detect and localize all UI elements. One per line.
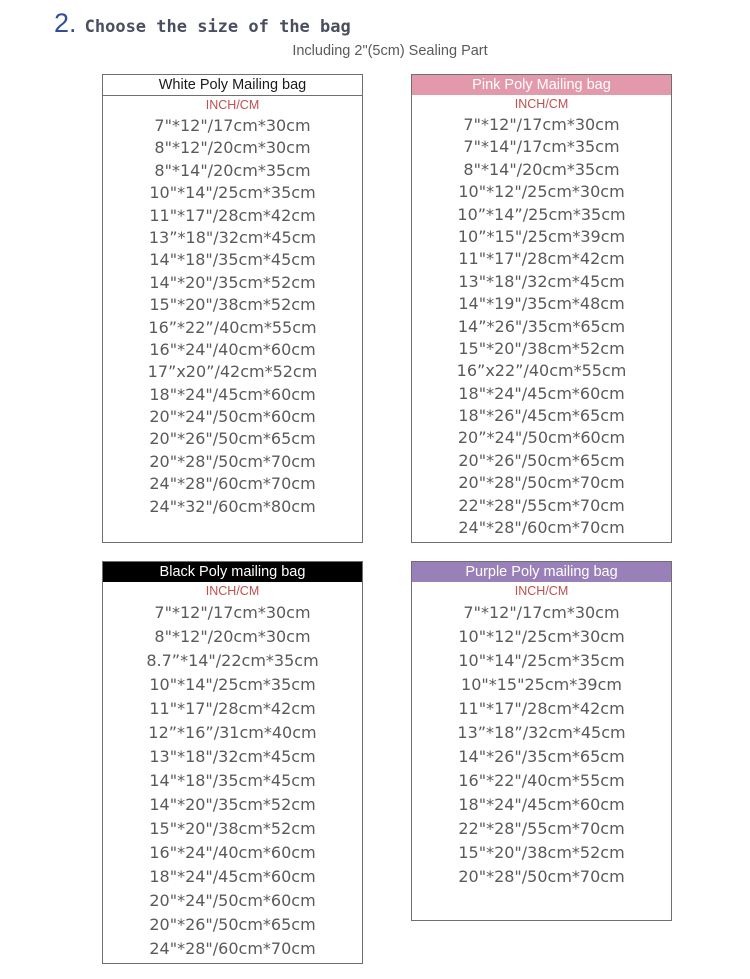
size-item: 16"*24"/40cm*60cm (149, 843, 316, 862)
size-item: 11"*17"/28cm*42cm (458, 699, 625, 718)
black-size-list (103, 601, 362, 961)
size-item: 16"*22"/40cm*55cm (458, 771, 625, 790)
size-item: 15"*20"/38cm*52cm (458, 338, 625, 358)
size-item: 17”x20”/42cm*52cm (147, 362, 318, 382)
purple-unit-label: INCH/CM (514, 584, 569, 598)
size-item: 11"*17"/28cm*42cm (149, 699, 316, 718)
size-item: 18"*24"/45cm*60cm (149, 384, 316, 404)
section-title: Choose the size of the bag (84, 17, 351, 37)
black-unit-label: INCH/CM (205, 584, 260, 598)
size-item: 15"*20"/38cm*52cm (149, 295, 316, 315)
size-item: 13"*18"/32cm*45cm (458, 271, 625, 291)
size-item: 7"*12"/17cm*30cm (463, 603, 620, 622)
size-item: 8"*12"/20cm*30cm (154, 627, 311, 646)
size-item: 10”*15"/25cm*39cm (457, 226, 626, 246)
section-number: 2. (54, 8, 77, 38)
size-item: 8"*12"/20cm*30cm (154, 138, 311, 158)
size-item: 10"*14"/25cm*35cm (458, 651, 625, 670)
size-item: 7"*14"/17cm*35cm (463, 137, 620, 157)
size-item: 20"*28"/50cm*70cm (149, 451, 316, 471)
size-item: 10"*14"/25cm*35cm (149, 183, 316, 203)
size-item: 14”*26"/35cm*65cm (457, 316, 626, 336)
size-item: 15"*20"/38cm*52cm (149, 819, 316, 838)
size-item: 12”*16”/31cm*40cm (148, 723, 317, 742)
size-item: 10"*12"/25cm*30cm (458, 182, 625, 202)
size-item: 8"*14"/20cm*35cm (154, 160, 311, 180)
size-item: 20"*26"/50cm*65cm (149, 915, 316, 934)
size-item: 10"*14"/25cm*35cm (149, 675, 316, 694)
section-heading (54, 8, 351, 42)
size-item: 24"*28"/60cm*70cm (149, 939, 316, 958)
black-bag-title: Black Poly mailing bag (103, 562, 362, 582)
size-item: 14"*18"/35cm*45cm (149, 250, 316, 270)
size-item: 13"*18"/32cm*45cm (149, 747, 316, 766)
purple-bag-panel (411, 561, 672, 921)
size-item: 14"*20"/35cm*52cm (149, 795, 316, 814)
size-item: 7"*12"/17cm*30cm (154, 603, 311, 622)
size-item: 20"*28"/50cm*70cm (458, 867, 625, 886)
white-bag-title: White Poly Mailing bag (103, 75, 362, 96)
white-bag-panel (102, 74, 363, 543)
size-item: 11"*17"/28cm*42cm (458, 249, 625, 269)
size-item: 22"*28"/55cm*70cm (458, 495, 625, 515)
pink-size-list (412, 114, 671, 539)
size-item: 18"*26"/45cm*65cm (458, 406, 625, 426)
size-item: 8.7”*14"/22cm*35cm (146, 651, 319, 670)
size-item: 18"*24"/45cm*60cm (458, 795, 625, 814)
pink-bag-panel (411, 74, 672, 543)
size-item: 20"*26"/50cm*65cm (149, 429, 316, 449)
pink-bag-title: Pink Poly Mailing bag (412, 75, 671, 95)
size-item: 20"*26"/50cm*65cm (458, 450, 625, 470)
size-item: 16"*24"/40cm*60cm (149, 339, 316, 359)
size-item: 8"*14"/20cm*35cm (463, 159, 620, 179)
size-item: 24"*28"/60cm*70cm (149, 474, 316, 494)
size-item: 20”*24"/50cm*60cm (457, 428, 626, 448)
size-item: 22"*28"/55cm*70cm (458, 819, 625, 838)
size-item: 20"*24"/50cm*60cm (149, 891, 316, 910)
size-item: 11"*17"/28cm*42cm (149, 205, 316, 225)
size-item: 18"*24"/45cm*60cm (149, 867, 316, 886)
white-unit-label: INCH/CM (205, 98, 260, 112)
size-item: 14"*19"/35cm*48cm (458, 294, 625, 314)
size-item: 24"*28"/60cm*70cm (458, 518, 625, 538)
size-item: 14"*26"/35cm*65cm (458, 747, 625, 766)
size-item: 20"*24"/50cm*60cm (149, 407, 316, 427)
size-item: 14"*20"/35cm*52cm (149, 272, 316, 292)
size-item: 13”*18”/32cm*45cm (457, 723, 626, 742)
black-bag-panel (102, 561, 363, 964)
sealing-note: Including 2"(5cm) Sealing Part (292, 43, 488, 59)
size-item: 16”*22”/40cm*55cm (148, 317, 317, 337)
size-item: 14"*18"/35cm*45cm (149, 771, 316, 790)
white-size-list (103, 115, 362, 518)
size-item: 18"*24"/45cm*60cm (458, 383, 625, 403)
size-item: 10"*15"25cm*39cm (461, 675, 622, 694)
size-item: 10"*12"/25cm*30cm (458, 627, 625, 646)
size-item: 7"*12"/17cm*30cm (154, 116, 311, 135)
size-item: 10”*14”/25cm*35cm (457, 204, 626, 224)
size-item: 15"*20"/38cm*52cm (458, 843, 625, 862)
size-item: 24"*32"/60cm*80cm (149, 496, 316, 516)
purple-bag-title: Purple Poly mailing bag (412, 562, 671, 582)
size-item: 7"*12"/17cm*30cm (463, 115, 620, 134)
size-item: 20"*28"/50cm*70cm (458, 473, 625, 493)
pink-unit-label: INCH/CM (514, 97, 569, 111)
size-item: 13”*18"/32cm*45cm (148, 227, 317, 247)
purple-size-list (412, 601, 671, 889)
size-item: 16”x22”/40cm*55cm (456, 361, 627, 381)
